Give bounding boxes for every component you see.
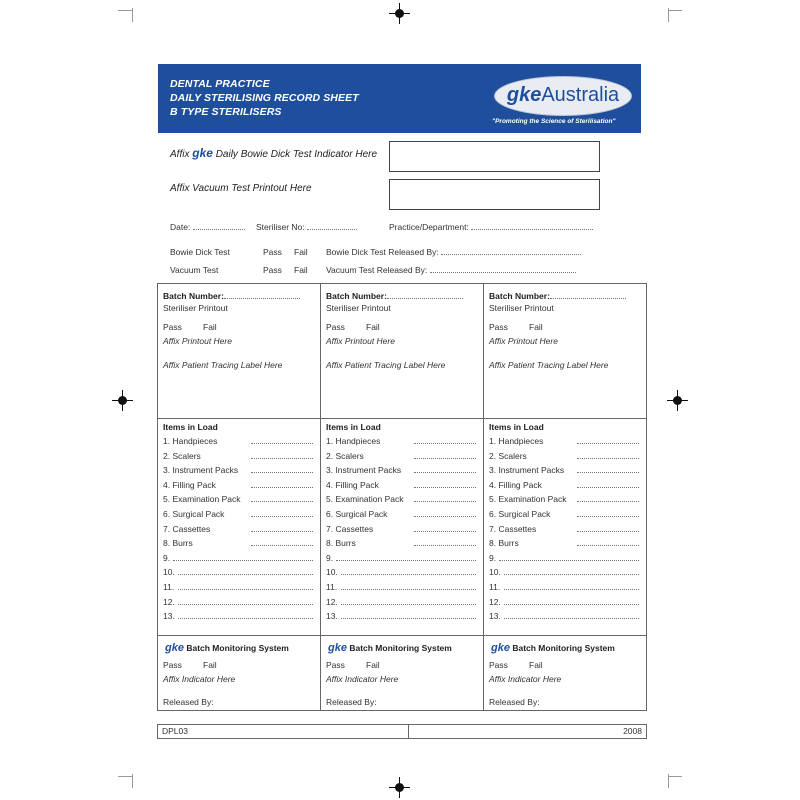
logo-prefix: gke xyxy=(506,84,542,106)
load-item[interactable] xyxy=(326,451,476,461)
header-title-line: DAILY STERILISING RECORD SHEET xyxy=(170,92,359,104)
batch-fail[interactable]: Fail xyxy=(529,322,543,332)
monitoring-fail[interactable]: Fail xyxy=(366,660,380,670)
affix-indicator-label: Affix Indicator Here xyxy=(489,674,562,684)
monitoring-pass[interactable]: Pass xyxy=(326,660,345,670)
header-title-line: DENTAL PRACTICE xyxy=(170,78,270,90)
blank-load-item[interactable] xyxy=(326,597,476,607)
batch-pass[interactable]: Pass xyxy=(489,322,508,332)
affix-indicator-label: Affix Indicator Here xyxy=(163,674,236,684)
footer-bar xyxy=(157,724,647,739)
blank-load-item[interactable] xyxy=(163,582,313,592)
bowie-released-field[interactable] xyxy=(326,247,581,257)
items-in-load-cell xyxy=(489,422,639,632)
registration-mark xyxy=(395,783,404,792)
load-item[interactable] xyxy=(163,494,313,504)
crop-mark xyxy=(132,8,133,22)
grid-divider xyxy=(320,284,321,710)
blank-load-item[interactable] xyxy=(163,567,313,577)
blank-load-item[interactable] xyxy=(489,611,639,621)
grid-divider xyxy=(483,284,484,710)
load-item-label: 3. Instrument Packs xyxy=(163,465,239,476)
blank-item-number: 12. xyxy=(163,596,175,607)
load-item-label: 8. Burrs xyxy=(326,538,356,549)
vacuum-test-label: Vacuum Test xyxy=(170,265,219,275)
blank-item-number: 13. xyxy=(489,611,501,622)
batch-number-label: Batch Number: xyxy=(326,291,387,301)
steriliser-printout-label: Steriliser Printout xyxy=(326,303,391,313)
affix-patient-label: Affix Patient Tracing Label Here xyxy=(163,360,283,370)
load-item[interactable] xyxy=(489,494,639,504)
batch-cell[interactable] xyxy=(326,284,476,418)
registration-mark xyxy=(395,9,404,18)
form-year: 2008 xyxy=(623,726,642,736)
affix-printout-label: Affix Printout Here xyxy=(163,336,232,346)
date-field[interactable] xyxy=(170,222,245,232)
blank-item-number: 9. xyxy=(163,552,171,563)
blank-load-item[interactable] xyxy=(489,553,639,563)
monitoring-heading xyxy=(165,642,289,654)
affix-patient-label: Affix Patient Tracing Label Here xyxy=(489,360,609,370)
load-item[interactable] xyxy=(163,465,313,475)
blank-item-number: 12. xyxy=(326,596,338,607)
bowie-dick-affix-label xyxy=(170,146,377,160)
load-item[interactable] xyxy=(326,465,476,475)
batch-monitoring-cell[interactable] xyxy=(326,639,476,709)
blank-item-number: 12. xyxy=(489,596,501,607)
load-item-label: 3. Instrument Packs xyxy=(326,465,402,476)
steriliser-field[interactable] xyxy=(256,222,357,232)
gke-brand: gke xyxy=(328,642,347,654)
items-heading: Items in Load xyxy=(326,422,381,432)
released-by-label[interactable]: Released By: xyxy=(489,697,540,707)
load-item[interactable] xyxy=(163,509,313,519)
load-item-label: 6. Surgical Pack xyxy=(163,509,225,519)
header-banner xyxy=(158,64,641,133)
monitoring-pass[interactable]: Pass xyxy=(489,660,508,670)
load-item[interactable] xyxy=(326,436,476,446)
load-item-label: 7. Cassettes xyxy=(326,523,374,534)
load-item-label: 2. Scalers xyxy=(326,450,364,461)
load-item-label: 7. Cassettes xyxy=(163,523,211,534)
affix-printout-label: Affix Printout Here xyxy=(326,336,395,346)
crop-mark xyxy=(132,774,133,788)
blank-item-number: 10. xyxy=(326,567,338,578)
affix-text: Daily Bowie Dick Test Indicator Here xyxy=(212,149,378,160)
load-item[interactable] xyxy=(326,480,476,490)
blank-load-item[interactable] xyxy=(326,611,476,621)
vacuum-fail[interactable]: Fail xyxy=(294,265,308,275)
form-code: DPL03 xyxy=(162,726,188,736)
load-item[interactable] xyxy=(326,494,476,504)
batch-monitoring-cell[interactable] xyxy=(489,639,639,709)
items-in-load-cell xyxy=(163,422,313,632)
released-by-label[interactable]: Released By: xyxy=(163,697,214,707)
blank-load-item[interactable] xyxy=(326,567,476,577)
load-item[interactable] xyxy=(489,538,639,548)
batch-cell[interactable] xyxy=(489,284,639,418)
blank-load-item[interactable] xyxy=(326,582,476,592)
crop-mark xyxy=(668,776,682,777)
load-item-label: 1. Handpieces xyxy=(326,436,381,446)
items-in-load-cell xyxy=(326,422,476,632)
affix-printout-label: Affix Printout Here xyxy=(489,336,558,346)
load-item-label: 2. Scalers xyxy=(163,450,201,461)
load-item[interactable] xyxy=(489,465,639,475)
load-item-label: 5. Examination Pack xyxy=(326,494,404,505)
bowie-test-label: Bowie Dick Test xyxy=(170,247,230,257)
grid-divider xyxy=(158,635,646,636)
batch-grid xyxy=(157,283,647,711)
blank-item-number: 10. xyxy=(163,567,175,578)
load-item[interactable] xyxy=(489,480,639,490)
batch-fail[interactable]: Fail xyxy=(203,322,217,332)
items-heading: Items in Load xyxy=(163,422,218,432)
steriliser-printout-label: Steriliser Printout xyxy=(489,303,554,313)
blank-item-number: 11. xyxy=(326,582,338,592)
bowie-dick-affix-box[interactable] xyxy=(389,141,600,172)
blank-item-number: 9. xyxy=(326,552,334,563)
load-item-label: 7. Cassettes xyxy=(489,523,537,534)
released-by-label[interactable]: Released By: xyxy=(326,697,377,707)
vacuum-released-field[interactable] xyxy=(326,265,576,275)
vacuum-released-label: Vacuum Test Released By: xyxy=(326,265,428,275)
monitoring-title: Batch Monitoring System xyxy=(346,643,452,653)
gke-brand: gke xyxy=(491,642,510,654)
load-item-label: 8. Burrs xyxy=(489,538,519,549)
blank-load-item[interactable] xyxy=(489,597,639,607)
load-item[interactable] xyxy=(163,480,313,490)
monitoring-fail[interactable]: Fail xyxy=(529,660,543,670)
blank-item-number: 13. xyxy=(163,611,175,622)
affix-indicator-label: Affix Indicator Here xyxy=(326,674,399,684)
blank-load-item[interactable] xyxy=(489,582,639,592)
monitoring-heading xyxy=(328,642,452,654)
batch-fail[interactable]: Fail xyxy=(366,322,380,332)
load-item-label: 3. Instrument Packs xyxy=(489,465,565,476)
load-item[interactable] xyxy=(326,538,476,548)
practice-label: Practice/Department: xyxy=(389,222,469,232)
affix-patient-label: Affix Patient Tracing Label Here xyxy=(326,360,446,370)
practice-field[interactable] xyxy=(389,222,593,232)
monitoring-heading xyxy=(491,642,615,654)
load-item[interactable] xyxy=(163,451,313,461)
crop-mark xyxy=(118,776,132,777)
items-heading: Items in Load xyxy=(489,422,544,432)
grid-divider xyxy=(158,418,646,419)
load-item-label: 4. Filling Pack xyxy=(489,479,542,490)
monitoring-fail[interactable]: Fail xyxy=(203,660,217,670)
load-item-label: 6. Surgical Pack xyxy=(326,509,388,519)
load-item[interactable] xyxy=(489,451,639,461)
batch-cell[interactable] xyxy=(163,284,313,418)
load-item[interactable] xyxy=(326,509,476,519)
vacuum-affix-label: Affix Vacuum Test Printout Here xyxy=(170,183,312,194)
gke-brand: gke xyxy=(165,642,184,654)
blank-load-item[interactable] xyxy=(163,553,313,563)
load-item-label: 4. Filling Pack xyxy=(326,479,379,490)
batch-monitoring-cell[interactable] xyxy=(163,639,313,709)
load-item-label: 5. Examination Pack xyxy=(489,494,567,505)
load-item-label: 5. Examination Pack xyxy=(163,494,241,505)
bowie-released-label: Bowie Dick Test Released By: xyxy=(326,247,439,257)
header-title-line: B TYPE STERILISERS xyxy=(170,106,282,118)
bowie-fail[interactable]: Fail xyxy=(294,247,308,257)
monitoring-pass[interactable]: Pass xyxy=(163,660,182,670)
blank-item-number: 10. xyxy=(489,567,501,578)
blank-item-number: 9. xyxy=(489,552,497,563)
blank-item-number: 13. xyxy=(326,611,338,622)
steriliser-printout-label: Steriliser Printout xyxy=(163,303,228,313)
crop-mark xyxy=(668,8,669,22)
logo-name: Australia xyxy=(541,84,620,106)
batch-number-label: Batch Number: xyxy=(489,291,550,301)
load-item[interactable] xyxy=(326,524,476,534)
monitoring-title: Batch Monitoring System xyxy=(509,643,615,653)
blank-load-item[interactable] xyxy=(163,611,313,621)
affix-text: Affix xyxy=(170,149,193,160)
load-item-label: 4. Filling Pack xyxy=(163,479,216,490)
load-item-label: 8. Burrs xyxy=(163,538,193,549)
crop-mark xyxy=(118,10,132,11)
blank-load-item[interactable] xyxy=(163,597,313,607)
load-item-label: 1. Handpieces xyxy=(163,436,218,446)
registration-mark xyxy=(673,396,682,405)
monitoring-title: Batch Monitoring System xyxy=(183,643,289,653)
load-item[interactable] xyxy=(163,524,313,534)
batch-pass[interactable]: Pass xyxy=(163,322,182,332)
vacuum-pass[interactable]: Pass xyxy=(263,265,282,275)
crop-mark xyxy=(668,10,682,11)
load-item[interactable] xyxy=(489,509,639,519)
crop-mark xyxy=(668,774,669,788)
blank-item-number: 11. xyxy=(489,582,501,592)
steriliser-label: Steriliser No: xyxy=(256,222,305,232)
load-item-label: 2. Scalers xyxy=(489,450,527,461)
gke-australia-logo xyxy=(494,76,632,116)
vacuum-affix-box[interactable] xyxy=(389,179,600,210)
load-item[interactable] xyxy=(163,538,313,548)
load-item-label: 6. Surgical Pack xyxy=(489,509,551,519)
blank-load-item[interactable] xyxy=(326,553,476,563)
date-label: Date: xyxy=(170,222,191,232)
batch-pass[interactable]: Pass xyxy=(326,322,345,332)
blank-load-item[interactable] xyxy=(489,567,639,577)
registration-mark xyxy=(118,396,127,405)
bowie-pass[interactable]: Pass xyxy=(263,247,282,257)
tagline: "Promoting the Science of Sterilisation" xyxy=(492,118,616,125)
load-item[interactable] xyxy=(489,524,639,534)
gke-brand: gke xyxy=(192,146,213,160)
batch-number-label: Batch Number: xyxy=(163,291,224,301)
load-item[interactable] xyxy=(489,436,639,446)
load-item-label: 1. Handpieces xyxy=(489,436,544,446)
load-item[interactable] xyxy=(163,436,313,446)
blank-item-number: 11. xyxy=(163,582,175,592)
